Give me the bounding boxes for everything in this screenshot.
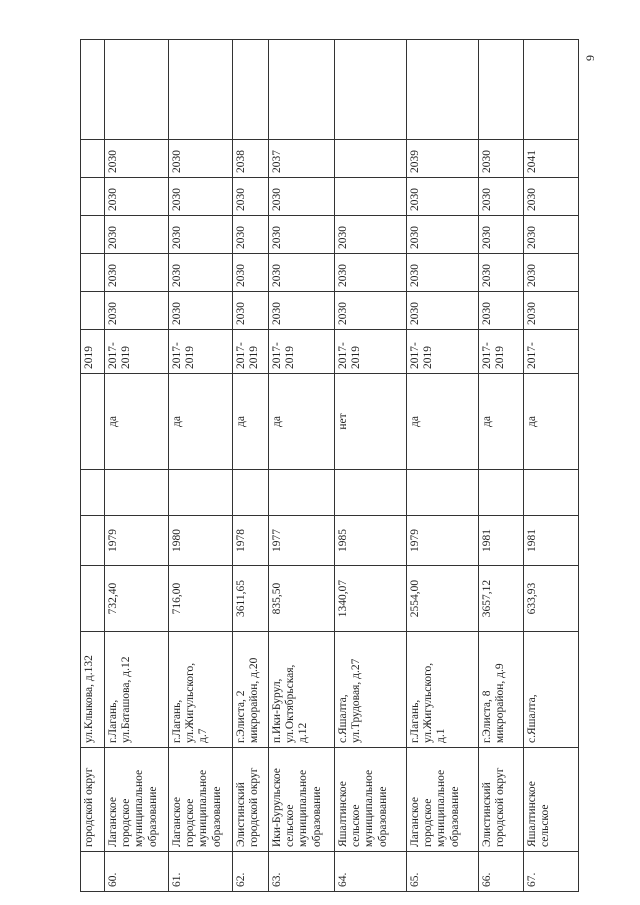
cell-address: п.Ики-Бурул, ул.Октябрьская, д.12 bbox=[269, 632, 335, 748]
cell-num bbox=[81, 852, 105, 892]
cell-year-2: 2030 bbox=[169, 254, 233, 292]
cell-year-4: 2030 bbox=[524, 178, 579, 216]
cell-year-5: 2037 bbox=[269, 140, 335, 178]
cell-year-4: 2030 bbox=[105, 178, 169, 216]
cell-address: г.Элиста, 2 микрорайон, д.20 bbox=[233, 632, 269, 748]
cell-years: 2017- 2019 bbox=[407, 330, 479, 374]
cell-year-5: 2030 bbox=[479, 140, 524, 178]
continuation-row bbox=[81, 40, 105, 892]
cell-empty bbox=[335, 40, 407, 140]
cell-empty bbox=[407, 40, 479, 140]
cell-years: 2017- 2019 bbox=[169, 330, 233, 374]
cell-year-5: 2030 bbox=[105, 140, 169, 178]
cell-num: 62. bbox=[233, 852, 269, 892]
cell-num: 67. bbox=[524, 852, 579, 892]
cell-municipality: Лаганское городское муниципальное образование bbox=[105, 748, 169, 852]
cell-year-3: 2030 bbox=[524, 216, 579, 254]
cell-year-1: 2030 bbox=[269, 292, 335, 330]
cell-year-built: 1981 bbox=[524, 516, 579, 566]
cell-num: 61. bbox=[169, 852, 233, 892]
cell-year-1: 2030 bbox=[479, 292, 524, 330]
cell-year-3: 2030 bbox=[407, 216, 479, 254]
cell-year-5: 2038 bbox=[233, 140, 269, 178]
cell-years: 2017- 2019 bbox=[105, 330, 169, 374]
cell-flag: нет bbox=[335, 374, 407, 470]
table-row bbox=[169, 40, 233, 892]
cell-year-5: 2041 bbox=[524, 140, 579, 178]
cell-year-4 bbox=[335, 178, 407, 216]
cell-flag: да bbox=[479, 374, 524, 470]
cell-year-2: 2030 bbox=[269, 254, 335, 292]
cell-municipality: Элистинский городской округ bbox=[479, 748, 524, 852]
cell-year-built: 1985 bbox=[335, 516, 407, 566]
cell-year-5: 2030 bbox=[169, 140, 233, 178]
cell-empty bbox=[81, 216, 105, 254]
cell-years: 2019 bbox=[81, 330, 105, 374]
table-row bbox=[105, 40, 169, 892]
cell-empty bbox=[233, 40, 269, 140]
cell-address: с.Яшалта, ул.Трудовая, д.27 bbox=[335, 632, 407, 748]
cell-address: г.Лагань, ул.Жигульского, д.1 bbox=[407, 632, 479, 748]
cell-year-3: 2030 bbox=[169, 216, 233, 254]
cell-area: 1340,07 bbox=[335, 566, 407, 632]
cell-flag: да bbox=[269, 374, 335, 470]
rotated-table-container bbox=[80, 40, 578, 892]
table-row bbox=[233, 40, 269, 892]
cell-year-built: 1980 bbox=[169, 516, 233, 566]
cell-num: 63. bbox=[269, 852, 335, 892]
cell-years: 2017- 2019 bbox=[335, 330, 407, 374]
cell-num: 60. bbox=[105, 852, 169, 892]
cell-year-2: 2030 bbox=[479, 254, 524, 292]
cell-area bbox=[81, 566, 105, 632]
cell-year-built: 1978 bbox=[233, 516, 269, 566]
cell-flag: да bbox=[524, 374, 579, 470]
cell-year-4: 2030 bbox=[479, 178, 524, 216]
cell-num: 65. bbox=[407, 852, 479, 892]
cell-flag: да bbox=[233, 374, 269, 470]
cell-year-5: 2039 bbox=[407, 140, 479, 178]
cell-year-built: 1979 bbox=[105, 516, 169, 566]
cell-year-built: 1977 bbox=[269, 516, 335, 566]
table-row bbox=[335, 40, 407, 892]
cell-empty bbox=[524, 40, 579, 140]
cell-year-4: 2030 bbox=[407, 178, 479, 216]
cell-flag: да bbox=[169, 374, 233, 470]
cell-year-2: 2030 bbox=[105, 254, 169, 292]
cell-year-3: 2030 bbox=[105, 216, 169, 254]
cell-empty bbox=[81, 292, 105, 330]
cell-year-3: 2030 bbox=[233, 216, 269, 254]
cell-municipality: Яшалтинское сельское муниципальное образование bbox=[335, 748, 407, 852]
housing-register-table bbox=[80, 39, 579, 892]
cell-year-4: 2030 bbox=[233, 178, 269, 216]
cell-empty bbox=[81, 140, 105, 178]
cell-area: 835,50 bbox=[269, 566, 335, 632]
cell-empty bbox=[169, 40, 233, 140]
cell-municipality: Ики-Бурульское сельское муниципальное образование bbox=[269, 748, 335, 852]
cell-municipality: городской округ bbox=[81, 748, 105, 852]
cell-area: 2554,00 bbox=[407, 566, 479, 632]
cell-empty bbox=[233, 470, 269, 516]
cell-area: 3611,65 bbox=[233, 566, 269, 632]
cell-year-1: 2030 bbox=[524, 292, 579, 330]
cell-years: 2017- 2019 bbox=[479, 330, 524, 374]
cell-empty bbox=[81, 470, 105, 516]
cell-empty bbox=[81, 40, 105, 140]
cell-year-built: 1979 bbox=[407, 516, 479, 566]
table-row bbox=[479, 40, 524, 892]
cell-municipality: Лаганское городское муниципальное образование bbox=[407, 748, 479, 852]
cell-year-3: 2030 bbox=[335, 216, 407, 254]
cell-years: 2017- bbox=[524, 330, 579, 374]
table-row bbox=[269, 40, 335, 892]
cell-year-built bbox=[81, 516, 105, 566]
cell-year-1: 2030 bbox=[169, 292, 233, 330]
cell-area: 716,00 bbox=[169, 566, 233, 632]
table-row bbox=[524, 40, 579, 892]
page-number: 9 bbox=[583, 55, 597, 61]
cell-municipality: Лаганское городское муниципальное образование bbox=[169, 748, 233, 852]
cell-empty bbox=[335, 470, 407, 516]
cell-area: 633,93 bbox=[524, 566, 579, 632]
cell-flag: да bbox=[105, 374, 169, 470]
cell-address: ул.Клыкова, д.132 bbox=[81, 632, 105, 748]
cell-empty bbox=[479, 40, 524, 140]
cell-empty bbox=[269, 40, 335, 140]
cell-year-5 bbox=[335, 140, 407, 178]
cell-year-4: 2030 bbox=[169, 178, 233, 216]
cell-year-2: 2030 bbox=[407, 254, 479, 292]
cell-municipality: Элистинский городской округ bbox=[233, 748, 269, 852]
cell-empty bbox=[81, 178, 105, 216]
cell-year-3: 2030 bbox=[479, 216, 524, 254]
cell-flag: да bbox=[407, 374, 479, 470]
cell-year-3: 2030 bbox=[269, 216, 335, 254]
cell-empty bbox=[105, 470, 169, 516]
cell-year-1: 2030 bbox=[233, 292, 269, 330]
cell-year-2: 2030 bbox=[524, 254, 579, 292]
cell-address: г.Элиста, 8 микрорайон, д.9 bbox=[479, 632, 524, 748]
cell-flag bbox=[81, 374, 105, 470]
cell-year-2: 2030 bbox=[233, 254, 269, 292]
cell-year-1: 2030 bbox=[105, 292, 169, 330]
cell-empty bbox=[105, 40, 169, 140]
cell-address: г.Лагань, ул.Жигульского, д.7 bbox=[169, 632, 233, 748]
cell-area: 3657,12 bbox=[479, 566, 524, 632]
cell-address: с.Яшалта, bbox=[524, 632, 579, 748]
cell-num: 64. bbox=[335, 852, 407, 892]
cell-num: 66. bbox=[479, 852, 524, 892]
cell-empty bbox=[407, 470, 479, 516]
cell-year-2: 2030 bbox=[335, 254, 407, 292]
cell-year-1: 2030 bbox=[335, 292, 407, 330]
cell-year-4: 2030 bbox=[269, 178, 335, 216]
cell-empty bbox=[81, 254, 105, 292]
cell-year-built: 1981 bbox=[479, 516, 524, 566]
cell-address: г.Лагань, ул.Баташова, д.12 bbox=[105, 632, 169, 748]
table-row bbox=[407, 40, 479, 892]
cell-empty bbox=[269, 470, 335, 516]
cell-municipality: Яшалтинское сельское bbox=[524, 748, 579, 852]
cell-area: 732,40 bbox=[105, 566, 169, 632]
cell-empty bbox=[524, 470, 579, 516]
cell-years: 2017- 2019 bbox=[233, 330, 269, 374]
cell-years: 2017- 2019 bbox=[269, 330, 335, 374]
cell-year-1: 2030 bbox=[407, 292, 479, 330]
cell-empty bbox=[169, 470, 233, 516]
cell-empty bbox=[479, 470, 524, 516]
